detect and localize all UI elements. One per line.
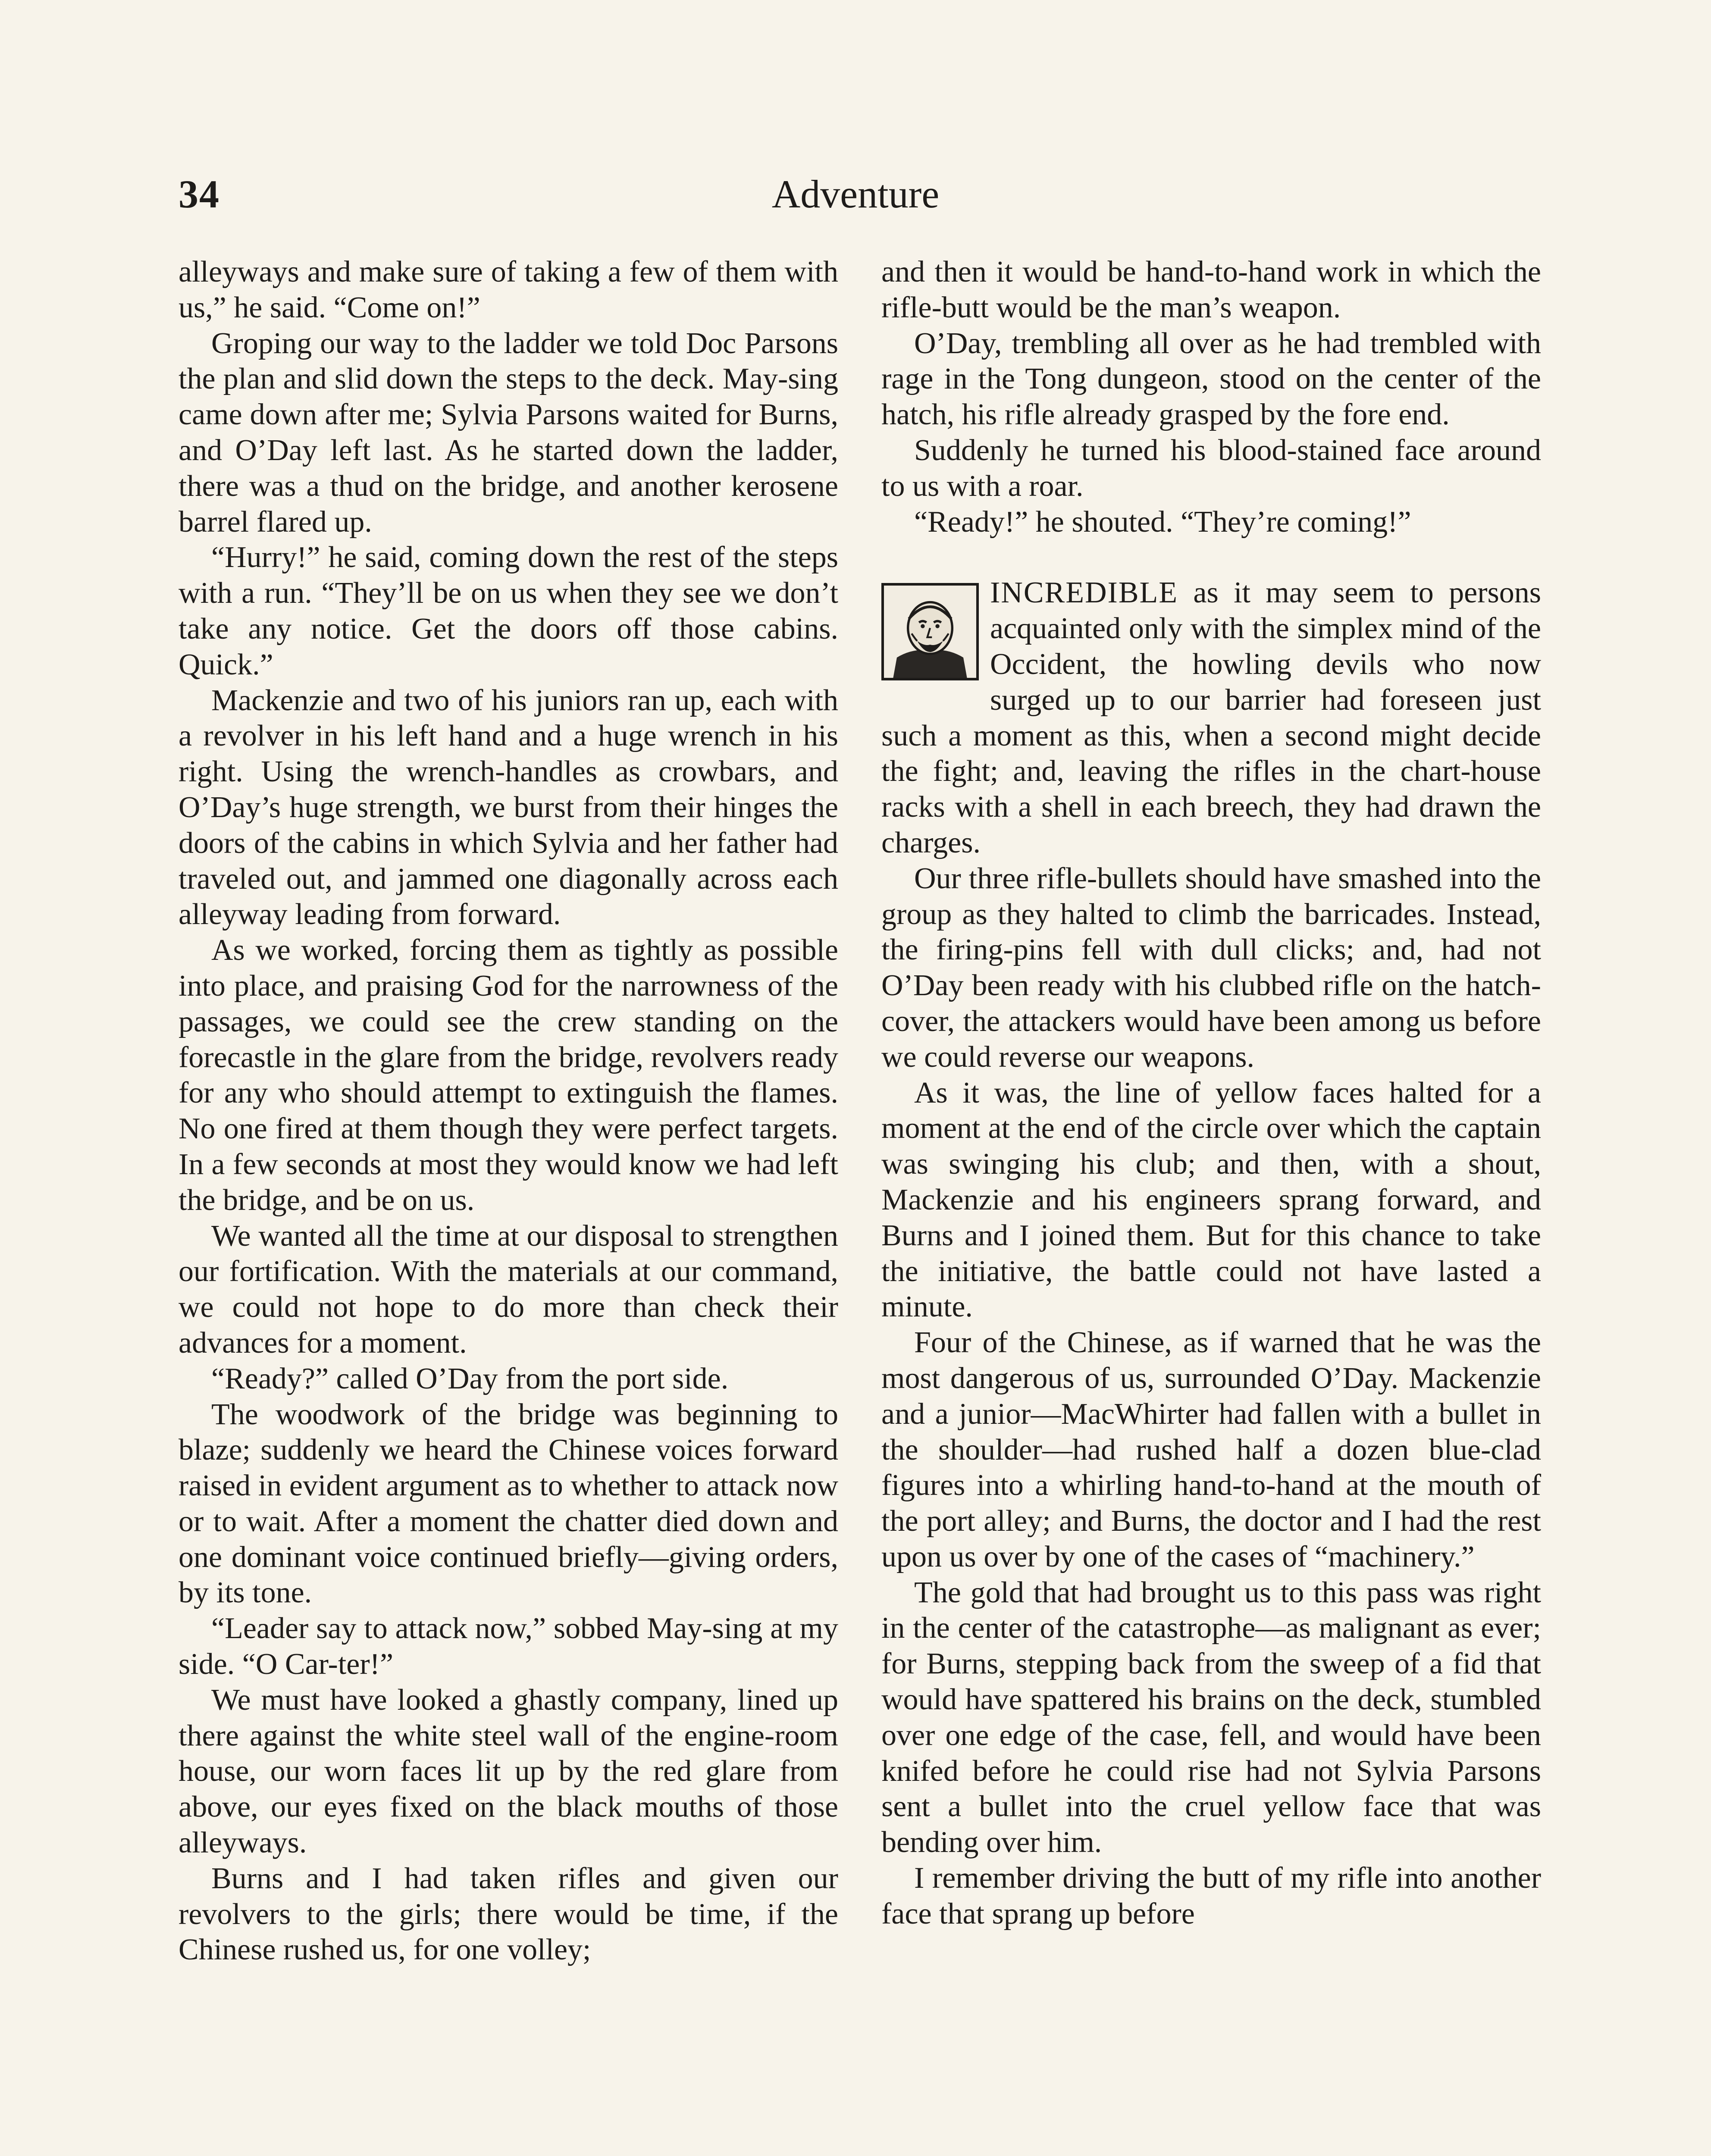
- paragraph: We must have looked a ghastly company, lined up there against the white steel wall of the engine-room house, our worn faces lit up by the red glare from above, our eyes fixed on the black mouths of those alleyways.: [179, 1683, 838, 1860]
- paragraph: Our three rifle-bullets should have smashed into the group as they halted to climb the barricades. Instead, the firing-pins fell with dull clicks; and, had not O’Day been ready with his clubbed rifle on the hatch-cover, the attackers would have been among us before we could reverse our weapons.: [881, 862, 1541, 1074]
- paragraph: As we worked, forcing them as tightly as possible into place, and praising God for the narrowness of the passages, we could see the crew standing on the forecastle in the glare from the bridge, revolvers ready for any who should attempt to extinguish the flames. No one fired at them though they were perfect targets. In a few seconds at most they would know we had left the bridge, and be on us.: [179, 934, 838, 1217]
- paragraph: Four of the Chinese, as if warned that he was the most dangerous of us, surrounded O’Day. Mackenzie and a junior—MacWhirter had fallen with a bullet in the shoulder—had rushed half a dozen blue-clad figures into a whirling hand-to-hand at the mouth of the port alley; and Burns, the doctor and I had the rest upon us over by one of the cases of “machinery.”: [881, 1326, 1541, 1573]
- paragraph: The woodwork of the bridge was beginning to blaze; suddenly we heard the Chinese voices forward raised in evident argument as to whether to attack now or to wait. After a moment the chatter died down and one dominant voice continued briefly—giving orders, by its tone.: [179, 1398, 838, 1610]
- paragraph: “Ready?” called O’Day from the port side.: [211, 1362, 729, 1395]
- paragraph: As it was, the line of yellow faces halted for a moment at the end of the circle over which the captain was swinging his club; and then, with a shout, Mackenzie and his engineers sprang forward, and Burns and I joined them. But for this chance to take the initiative, the battle could not have lasted a minute.: [881, 1076, 1541, 1324]
- page-header: [0, 164, 1711, 224]
- paragraph: Burns and I had taken rifles and given our revolvers to the girls; there would be time, if the Chinese rushed us, for one volley;: [179, 1861, 838, 1967]
- paragraph: “Leader say to attack now,” sobbed May-sing at my side. “O Car-ter!”: [179, 1612, 838, 1681]
- paragraph: We wanted all the time at our disposal to strengthen our fortification. With the materials at our command, we could not hope to do more than check their advances for a moment.: [179, 1219, 838, 1360]
- left-column: [179, 254, 838, 2156]
- section-opening-paragraph: [881, 575, 1541, 861]
- lead-word: INCREDIBLE: [990, 576, 1178, 610]
- paragraph: Suddenly he turned his blood-stained face around to us with a roar.: [881, 433, 1541, 503]
- paragraph: “Ready!” he shouted. “They’re coming!”: [914, 505, 1411, 539]
- paragraph: alleyways and make sure of taking a few of them with us,” he said. “Come on!”: [179, 255, 838, 324]
- page-number: 34: [179, 172, 220, 216]
- paragraph: O’Day, trembling all over as he had trembled with rage in the Tong dungeon, stood on the center of the hatch, his rifle already grasped by the fore end.: [881, 326, 1541, 432]
- old-man-portrait-icon: [881, 583, 979, 680]
- paragraph: The gold that had brought us to this pass was right in the center of the catastrophe—as malignant as ever; for Burns, stepping back from the sweep of a fid that would have spattered his brains on the deck, stumbled over one edge of the case, fell, and would have been knifed before he could rise had not Sylvia Parsons sent a bullet into the cruel yellow face that was bending over him.: [881, 1576, 1541, 1859]
- paragraph: Groping our way to the ladder we told Doc Parsons the plan and slid down the steps to the deck. May-sing came down after me; Sylvia Parsons waited for Burns, and O’Day left last. As he started down the ladder, there was a thud on the bridge, and another kerosene barrel flared up.: [179, 326, 838, 539]
- paragraph: I remember driving the butt of my rifle into another face that sprang up before: [881, 1861, 1541, 1930]
- lead-paragraph-text: as it may seem to persons acquainted only with the simplex mind of the Occident, the howling devils who now surged up to our barrier had foreseen just such a moment as this, when a second might decide the fight; and, leaving the rifles in the chart-house racks with a shell in each breech, they had drawn the charges.: [881, 576, 1541, 859]
- paragraph: “Hurry!” he said, coming down the rest of the steps with a run. “They’ll be on us when they see we don’t take any notice. Get the doors off those cabins. Quick.”: [179, 541, 838, 681]
- running-title: Adventure: [771, 172, 940, 216]
- paragraph: Mackenzie and two of his juniors ran up, each with a revolver in his left hand and a huge wrench in his right. Using the wrench-handles as crowbars, and O’Day’s huge strength, we burst from their hinges the doors of the cabins in which Sylvia and her father had traveled out, and jammed one diagonally across each alleyway leading from forward.: [179, 683, 838, 931]
- paragraph: and then it would be hand-to-hand work in which the rifle-butt would be the man’s weapon.: [881, 255, 1541, 324]
- right-column: [881, 254, 1541, 2156]
